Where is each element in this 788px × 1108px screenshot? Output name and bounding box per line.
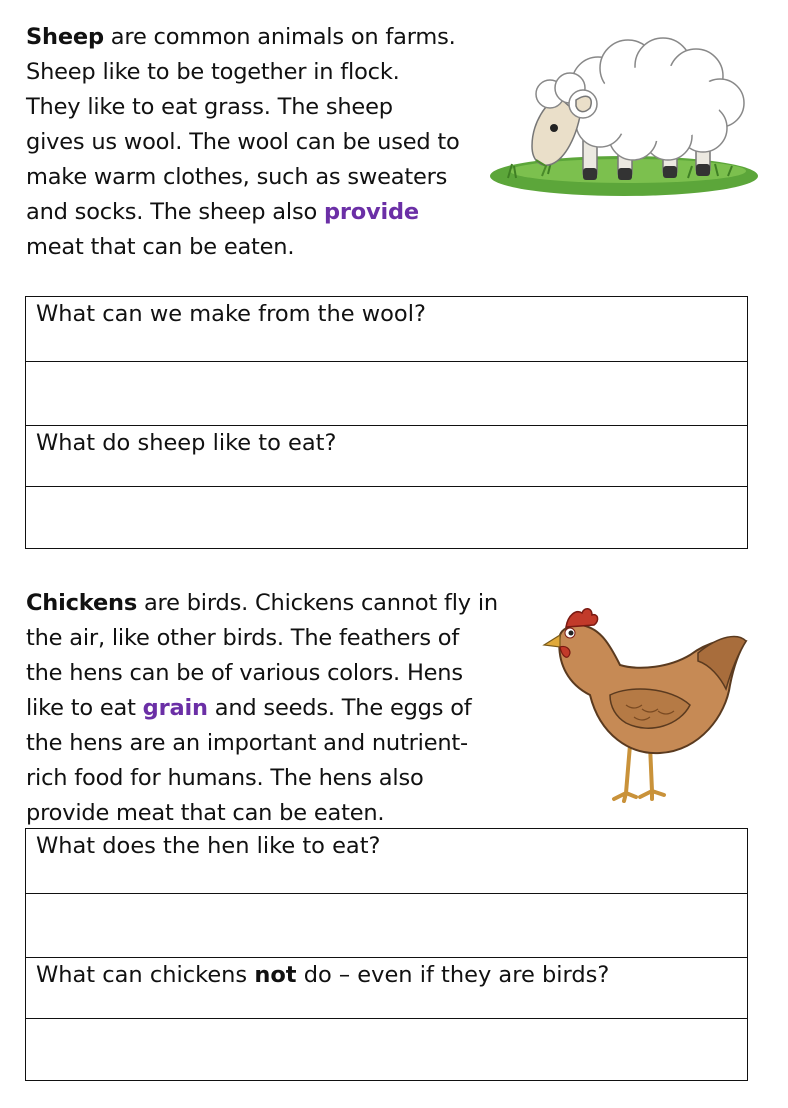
hen-illustration bbox=[530, 605, 752, 815]
chicken-paragraph bbox=[26, 586, 498, 831]
highlight-word-grain: grain bbox=[142, 695, 208, 721]
chicken-keyword: Chickens bbox=[26, 590, 138, 616]
emphasis-not: not bbox=[254, 962, 297, 988]
sheep-keyword: Sheep bbox=[26, 24, 104, 50]
answer-field[interactable] bbox=[26, 362, 748, 426]
sheep-line-1: Sheep are common animals on farms. bbox=[26, 24, 456, 50]
chicken-line-6: rich food for humans. The hens also bbox=[26, 765, 424, 791]
chicken-line-5: the hens are an important and nutrient- bbox=[26, 730, 468, 756]
question-row bbox=[26, 426, 748, 487]
highlight-word-provide: provide bbox=[323, 199, 419, 225]
question-prompt: What does the hen like to eat? bbox=[26, 829, 748, 894]
sheep-line-3: They like to eat grass. The sheep bbox=[26, 94, 393, 120]
question-prompt: What do sheep like to eat? bbox=[26, 426, 748, 487]
answer-field[interactable] bbox=[26, 894, 748, 958]
question-row bbox=[26, 297, 748, 362]
sheep-line-2: Sheep like to be together in flock. bbox=[26, 59, 400, 85]
chicken-line-4: like to eat grain and seeds. The eggs of bbox=[26, 695, 472, 721]
answer-field[interactable] bbox=[26, 1019, 748, 1081]
chicken-line-7: provide meat that can be eaten. bbox=[26, 800, 385, 826]
chicken-question-table bbox=[25, 828, 748, 1081]
answer-row bbox=[26, 362, 748, 426]
answer-row bbox=[26, 894, 748, 958]
chicken-line-3: the hens can be of various colors. Hens bbox=[26, 660, 463, 686]
question-prompt: What can chickens not do – even if they are birds? bbox=[26, 958, 748, 1019]
question-row bbox=[26, 829, 748, 894]
chicken-line-1: Chickens are birds. Chickens cannot fly in bbox=[26, 590, 498, 616]
sheep-illustration bbox=[488, 28, 760, 198]
sheep-line-7: meat that can be eaten. bbox=[26, 234, 295, 260]
answer-row bbox=[26, 1019, 748, 1081]
answer-field[interactable] bbox=[26, 487, 748, 549]
sheep-line-4: gives us wool. The wool can be used to bbox=[26, 129, 460, 155]
chicken-line-2: the air, like other birds. The feathers of bbox=[26, 625, 460, 651]
sheep-line-6: and socks. The sheep also provide bbox=[26, 199, 419, 225]
sheep-paragraph bbox=[26, 20, 460, 265]
sheep-line-5: make warm clothes, such as sweaters bbox=[26, 164, 448, 190]
question-prompt: What can we make from the wool? bbox=[26, 297, 748, 362]
question-row bbox=[26, 958, 748, 1019]
sheep-question-table bbox=[25, 296, 748, 549]
answer-row bbox=[26, 487, 748, 549]
